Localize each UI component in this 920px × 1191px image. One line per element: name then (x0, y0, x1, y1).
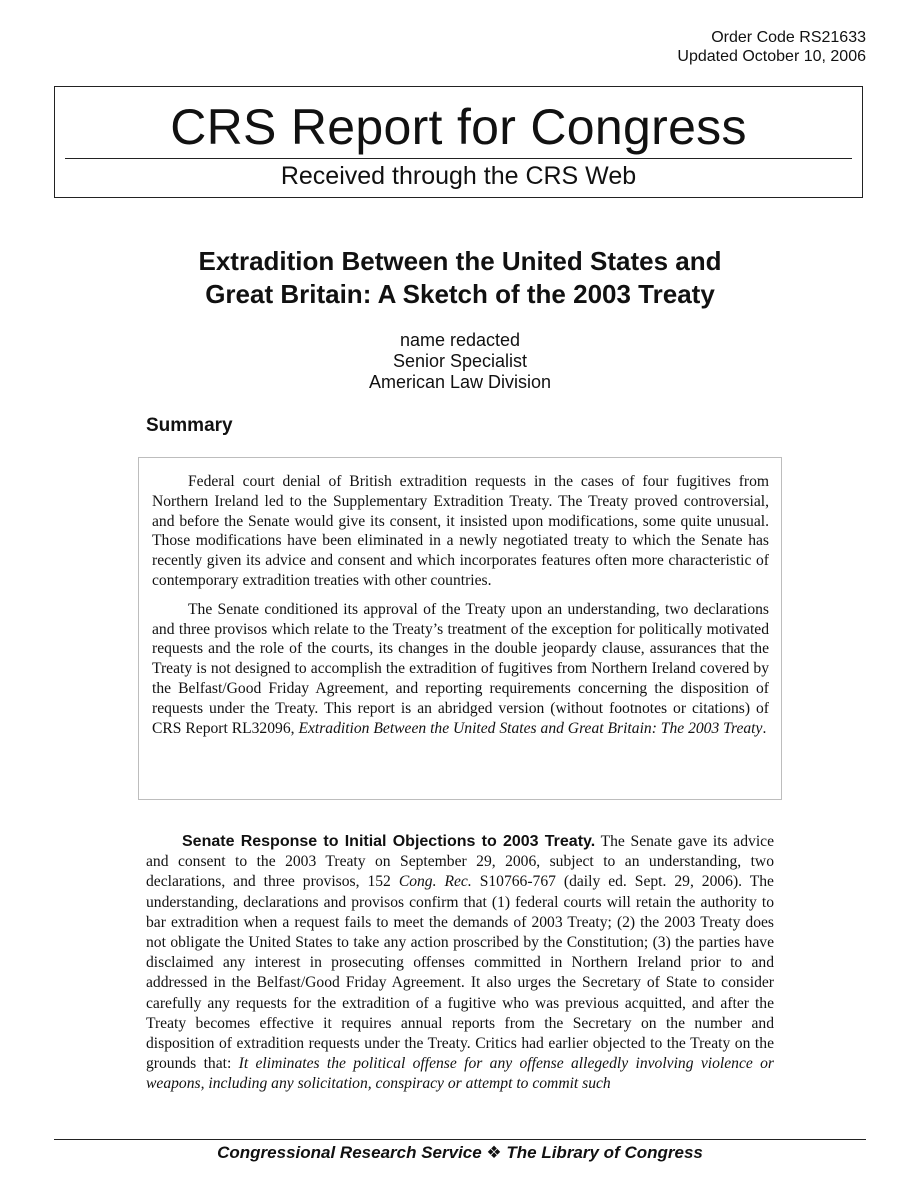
document-title (0, 245, 920, 311)
body-paragraph (146, 832, 774, 1095)
updated-date: Updated October 10, 2006 (677, 48, 866, 65)
masthead-subtitle: Received through the CRS Web (280, 162, 637, 190)
masthead-title: CRS Report for Congress (170, 99, 747, 155)
section-run-heading: Senate Response to Initial Objections to 2003 Treaty. (182, 833, 596, 850)
body-quote: It eliminates the political offense for any offense allegedly involving violence or weapons, including any solicitation, conspiracy or attempt to commit such (146, 1055, 774, 1093)
author-name: name redacted (399, 330, 521, 350)
body-text-a: The Senate gave its advice and consent to the 2003 Treaty on September 29, 2006, subject to an understanding, two declarations, and three provisos, 152 (146, 833, 775, 891)
body-citation: Cong. Rec. (398, 873, 472, 891)
masthead-divider (65, 158, 852, 159)
author-title: Senior Specialist (392, 351, 528, 371)
summary-box (138, 457, 782, 800)
summary-paragraph-2 (152, 600, 769, 739)
author-block (0, 330, 920, 393)
document-title-line-2: Great Britain: A Sketch of the 2003 Treaty (205, 279, 715, 309)
footer-divider (54, 1139, 866, 1140)
summary-heading: Summary (146, 415, 233, 436)
masthead (54, 86, 863, 198)
summary-paragraph-1: Federal court denial of British extradition requests in the cases of four fugitives from Northern Ireland led to the Supplementary Extradition Treaty. The Treaty proved controversial, and before the Senate would give its consent, it insisted upon modifications, some quite unusual. Those modifications have been eliminated in a newly negotiated treaty to which the Senate has recently given its advice and consent and which incorporates features often more characteristic of contemporary extradition treaties with other countries. (152, 473, 769, 589)
order-code: Order Code RS21633 (711, 29, 866, 46)
body-section (146, 832, 774, 1095)
body-text-b: S10766-767 (daily ed. Sept. 29, 2006). The understanding, declarations and provisos confirm that (1) federal courts will retain the authority to bar extradition when a request fails to meet the demands of 2003 Treaty; (2) the 2003 Treaty does not obligate the United States to take any action proscribed by the Constitution; (3) the parties have disclaimed any interest in prosecuting offenses committed in Northern Ireland prior to and addressed in the Belfast/Good Friday Agreement. It also urges the Secretary of State to consider carefully any requests for the extradition of a fugitive who was previous acquitted, and after the Treaty becomes effective it requires annual reports from the Secretary on the number and disposition of extradition requests under the Treaty. Critics had earlier objected to the Treaty on the grounds that: (146, 873, 774, 1073)
author-division: American Law Division (368, 372, 552, 392)
order-code-block (677, 28, 866, 66)
footer: Congressional Research Service ❖ The Library of Congress (217, 1143, 703, 1162)
summary-report-title: Extradition Between the United States and Great Britain: The 2003 Treaty (298, 719, 763, 737)
document-title-line-1: Extradition Between the United States and (198, 246, 722, 276)
summary-paragraph-2-text: The Senate conditioned its approval of the Treaty upon an understanding, two declarations and three provisos which relate to the Treaty’s treatment of the exception for politically motivated requests and the role of the courts, its changes in the double jeopardy clause, assurances that the Treaty is not designed to accomplish the extradition of fugitives from Northern Ireland covered by the Belfast/Good Friday Agreement, and reporting requirements concerning the disposition of requests under the Treaty. This report is an abridged version (without footnotes or citations) of CRS Report RL32096, (152, 600, 769, 737)
summary-paragraph-2-end: . (762, 719, 767, 737)
